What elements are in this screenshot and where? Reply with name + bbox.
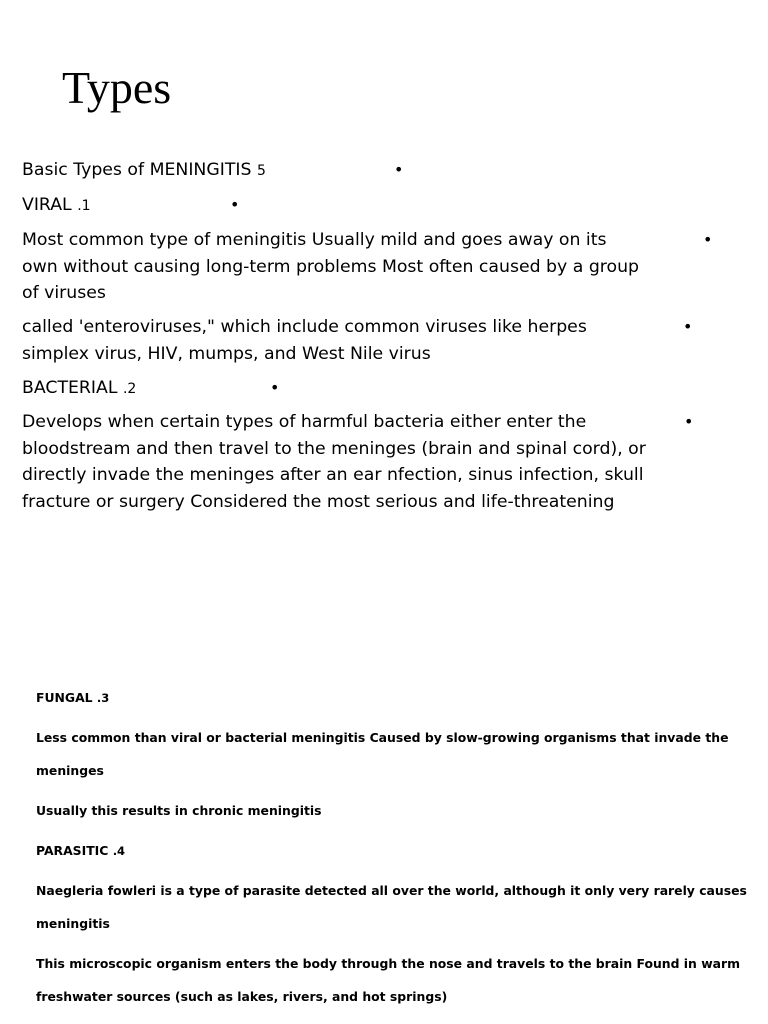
bullet-dot: • [683,317,693,336]
text-line: meningitis [36,916,110,931]
bullet-dot: • [394,160,404,179]
bullet-dot: • [684,412,694,431]
text-line: freshwater sources (such as lakes, rivers, and hot springs) [36,989,448,1004]
bullet-line: called 'enteroviruses," which include common viruses like herpes [22,317,587,337]
bullet-line: own without causing long-term problems Most often caused by a group [22,256,640,277]
bullet-number: 5 [256,163,266,179]
bullet-line: of viruses [22,283,106,303]
bullet-enteroviruses [22,314,587,367]
bullet-text: BACTERIAL [22,378,118,398]
heading-parasitic [36,834,125,868]
text-line: Usually this results in chronic meningitis [36,803,322,818]
bullet-number: .1 [77,198,91,214]
bullet-dot: • [230,195,240,214]
heading-number: .4 [112,844,126,858]
bullet-dot: • [703,230,713,249]
text-line: meninges [36,763,104,778]
slide-title: Types [62,62,172,113]
heading-number: .3 [96,691,110,705]
bullet-line: simplex virus, HIV, mumps, and West Nile virus [22,343,431,364]
bullet-bacterial-description [22,409,646,515]
text-line: This microscopic organism enters the body through the nose and travels to the brain Found in warm [36,956,741,971]
bullet-number: .2 [122,381,137,397]
heading-fungal [36,681,109,715]
heading-text: PARASITIC [36,843,109,858]
bullet-text: VIRAL [22,195,72,215]
text-line: Naegleria fowleri is a type of parasite detected all over the world, although it only very rarely causes [36,883,747,898]
heading-text: FUNGAL [36,690,93,705]
bullet-line: fracture or surgery Considered the most serious and life-threatening [22,491,615,512]
bullet-line: directly invade the meninges after an ear nfection, sinus infection, skull [22,465,644,485]
bullet-text: Basic Types of MENINGITIS [22,160,252,180]
bullet-viral [22,192,91,220]
bullet-dot: • [270,378,280,397]
bullet-line: Most common type of meningitis Usually mild and goes away on its [22,230,607,250]
bullet-line: bloodstream and then travel to the meninges (brain and spinal cord), or [22,438,646,459]
bullet-basic-types [22,157,266,185]
bullet-bacterial [22,375,136,403]
bullet-viral-description [22,227,639,307]
bullet-line: Develops when certain types of harmful bacteria either enter the [22,412,587,432]
text-line: Less common than viral or bacterial meningitis Caused by slow-growing organisms that invade the [36,730,729,745]
